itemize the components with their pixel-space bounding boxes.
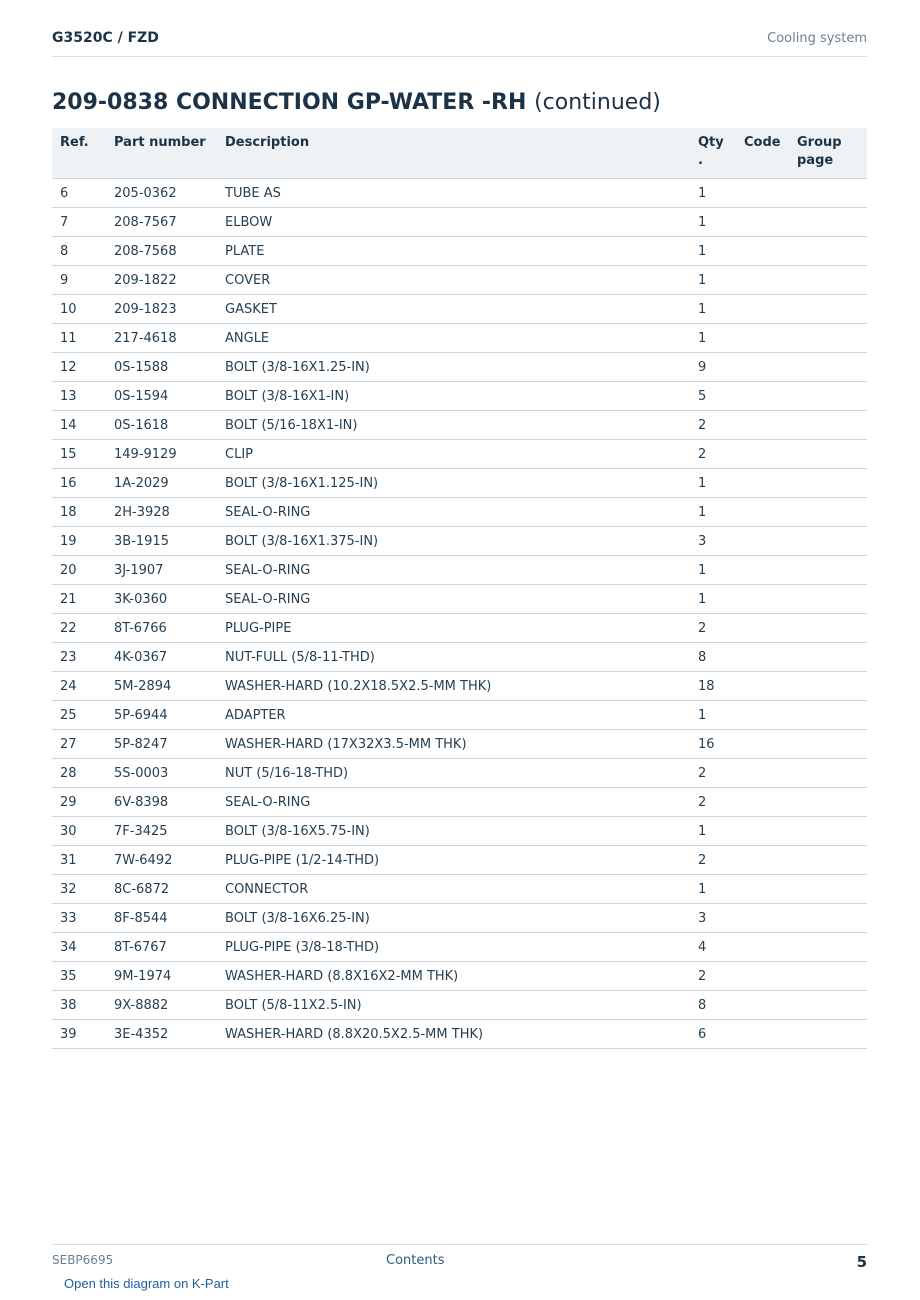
cell-part-number: 5P-6944	[106, 701, 217, 730]
cell-qty: 2	[690, 440, 736, 469]
cell-description: PLUG-PIPE (3/8-18-THD)	[217, 933, 690, 962]
cell-group-page	[789, 382, 867, 411]
cell-qty: 1	[690, 556, 736, 585]
cell-code	[736, 556, 789, 585]
cell-group-page	[789, 817, 867, 846]
page-footer	[52, 1244, 867, 1275]
page-header	[52, 28, 867, 57]
page-number: 5	[856, 1253, 867, 1271]
cell-code	[736, 962, 789, 991]
table-row	[52, 1020, 867, 1049]
table-row	[52, 962, 867, 991]
doc-id: SEBP6695	[52, 1253, 114, 1267]
cell-description: PLATE	[217, 237, 690, 266]
cell-qty: 1	[690, 179, 736, 208]
cell-group-page	[789, 991, 867, 1020]
cell-code	[736, 295, 789, 324]
cell-description: NUT-FULL (5/8-11-THD)	[217, 643, 690, 672]
cell-qty: 6	[690, 1020, 736, 1049]
cell-part-number: 8F-8544	[106, 904, 217, 933]
cell-ref: 10	[52, 295, 106, 324]
table-row	[52, 875, 867, 904]
col-header-qty: Qty .	[690, 128, 736, 179]
table-row	[52, 759, 867, 788]
cell-code	[736, 469, 789, 498]
cell-description: SEAL-O-RING	[217, 556, 690, 585]
cell-group-page	[789, 469, 867, 498]
cell-part-number: 5S-0003	[106, 759, 217, 788]
cell-group-page	[789, 759, 867, 788]
cell-code	[736, 672, 789, 701]
cell-description: TUBE AS	[217, 179, 690, 208]
table-row	[52, 904, 867, 933]
table-row	[52, 730, 867, 759]
cell-code	[736, 179, 789, 208]
cell-code	[736, 788, 789, 817]
cell-ref: 6	[52, 179, 106, 208]
cell-code	[736, 208, 789, 237]
cell-code	[736, 237, 789, 266]
cell-group-page	[789, 498, 867, 527]
cell-ref: 27	[52, 730, 106, 759]
col-header-code: Code	[736, 128, 789, 179]
cell-code	[736, 817, 789, 846]
cell-group-page	[789, 846, 867, 875]
cell-code	[736, 904, 789, 933]
cell-description: COVER	[217, 266, 690, 295]
table-row	[52, 817, 867, 846]
cell-ref: 29	[52, 788, 106, 817]
table-row	[52, 179, 867, 208]
cell-code	[736, 527, 789, 556]
table-row	[52, 788, 867, 817]
cell-description: WASHER-HARD (8.8X16X2-MM THK)	[217, 962, 690, 991]
table-row	[52, 295, 867, 324]
cell-qty: 2	[690, 962, 736, 991]
cell-code	[736, 411, 789, 440]
cell-ref: 18	[52, 498, 106, 527]
cell-group-page	[789, 556, 867, 585]
cell-qty: 1	[690, 875, 736, 904]
cell-description: PLUG-PIPE	[217, 614, 690, 643]
table-row	[52, 585, 867, 614]
cell-qty: 2	[690, 788, 736, 817]
cell-description: CONNECTOR	[217, 875, 690, 904]
cell-description: BOLT (3/8-16X1-IN)	[217, 382, 690, 411]
cell-group-page	[789, 266, 867, 295]
cell-description: BOLT (5/8-11X2.5-IN)	[217, 991, 690, 1020]
cell-code	[736, 643, 789, 672]
cell-code	[736, 324, 789, 353]
cell-ref: 30	[52, 817, 106, 846]
cell-ref: 34	[52, 933, 106, 962]
cell-qty: 4	[690, 933, 736, 962]
cell-code	[736, 759, 789, 788]
section-label: Cooling system	[767, 31, 867, 46]
cell-ref: 32	[52, 875, 106, 904]
cell-description: WASHER-HARD (8.8X20.5X2.5-MM THK)	[217, 1020, 690, 1049]
cell-qty: 18	[690, 672, 736, 701]
cell-part-number: 0S-1594	[106, 382, 217, 411]
parts-table	[52, 128, 867, 1049]
cell-code	[736, 614, 789, 643]
cell-part-number: 6V-8398	[106, 788, 217, 817]
cell-qty: 1	[690, 324, 736, 353]
cell-description: ADAPTER	[217, 701, 690, 730]
cell-group-page	[789, 875, 867, 904]
cell-part-number: 3J-1907	[106, 556, 217, 585]
cell-ref: 16	[52, 469, 106, 498]
open-kpart-link[interactable]: Open this diagram on K-Part	[64, 1276, 229, 1291]
cell-group-page	[789, 527, 867, 556]
cell-ref: 28	[52, 759, 106, 788]
table-row	[52, 469, 867, 498]
cell-part-number: 3B-1915	[106, 527, 217, 556]
cell-ref: 7	[52, 208, 106, 237]
table-row	[52, 991, 867, 1020]
cell-ref: 20	[52, 556, 106, 585]
cell-group-page	[789, 324, 867, 353]
cell-qty: 1	[690, 469, 736, 498]
cell-qty: 1	[690, 498, 736, 527]
cell-description: SEAL-O-RING	[217, 788, 690, 817]
cell-qty: 1	[690, 266, 736, 295]
cell-code	[736, 585, 789, 614]
cell-ref: 12	[52, 353, 106, 382]
cell-ref: 23	[52, 643, 106, 672]
table-row	[52, 643, 867, 672]
table-row	[52, 498, 867, 527]
cell-code	[736, 875, 789, 904]
table-row	[52, 701, 867, 730]
col-header-ref: Ref.	[52, 128, 106, 179]
cell-group-page	[789, 933, 867, 962]
cell-code	[736, 498, 789, 527]
cell-description: GASKET	[217, 295, 690, 324]
cell-qty: 2	[690, 614, 736, 643]
page-title	[52, 90, 661, 115]
cell-description: NUT (5/16-18-THD)	[217, 759, 690, 788]
parts-table-body	[52, 179, 867, 1049]
cell-description: ANGLE	[217, 324, 690, 353]
cell-ref: 39	[52, 1020, 106, 1049]
cell-qty: 2	[690, 846, 736, 875]
table-row	[52, 846, 867, 875]
cell-group-page	[789, 643, 867, 672]
cell-part-number: 8T-6767	[106, 933, 217, 962]
cell-qty: 1	[690, 817, 736, 846]
cell-group-page	[789, 179, 867, 208]
cell-part-number: 7W-6492	[106, 846, 217, 875]
cell-description: BOLT (3/8-16X1.125-IN)	[217, 469, 690, 498]
cell-qty: 1	[690, 295, 736, 324]
cell-ref: 24	[52, 672, 106, 701]
cell-qty: 1	[690, 208, 736, 237]
cell-description: WASHER-HARD (17X32X3.5-MM THK)	[217, 730, 690, 759]
cell-qty: 5	[690, 382, 736, 411]
contents-link[interactable]: Contents	[386, 1253, 445, 1268]
cell-code	[736, 730, 789, 759]
table-row	[52, 672, 867, 701]
cell-part-number: 7F-3425	[106, 817, 217, 846]
col-header-description: Description	[217, 128, 690, 179]
cell-ref: 13	[52, 382, 106, 411]
cell-group-page	[789, 1020, 867, 1049]
cell-ref: 22	[52, 614, 106, 643]
cell-code	[736, 440, 789, 469]
cell-qty: 9	[690, 353, 736, 382]
cell-qty: 3	[690, 904, 736, 933]
cell-code	[736, 1020, 789, 1049]
cell-part-number: 5M-2894	[106, 672, 217, 701]
cell-description: SEAL-O-RING	[217, 498, 690, 527]
cell-description: WASHER-HARD (10.2X18.5X2.5-MM THK)	[217, 672, 690, 701]
cell-ref: 9	[52, 266, 106, 295]
cell-code	[736, 846, 789, 875]
cell-group-page	[789, 672, 867, 701]
table-header-row	[52, 128, 867, 179]
cell-part-number: 2H-3928	[106, 498, 217, 527]
cell-qty: 8	[690, 991, 736, 1020]
cell-group-page	[789, 730, 867, 759]
cell-group-page	[789, 237, 867, 266]
cell-description: SEAL-O-RING	[217, 585, 690, 614]
table-row	[52, 440, 867, 469]
cell-part-number: 8C-6872	[106, 875, 217, 904]
cell-group-page	[789, 788, 867, 817]
title-main: 209-0838 CONNECTION GP-WATER -RH	[52, 90, 527, 115]
cell-group-page	[789, 585, 867, 614]
model-label: G3520C / FZD	[52, 30, 159, 46]
cell-part-number: 1A-2029	[106, 469, 217, 498]
cell-ref: 19	[52, 527, 106, 556]
cell-part-number: 208-7568	[106, 237, 217, 266]
cell-part-number: 3K-0360	[106, 585, 217, 614]
cell-part-number: 5P-8247	[106, 730, 217, 759]
table-row	[52, 208, 867, 237]
table-row	[52, 933, 867, 962]
cell-description: ELBOW	[217, 208, 690, 237]
table-row	[52, 353, 867, 382]
cell-group-page	[789, 295, 867, 324]
cell-ref: 35	[52, 962, 106, 991]
cell-part-number: 8T-6766	[106, 614, 217, 643]
cell-code	[736, 266, 789, 295]
cell-description: BOLT (5/16-18X1-IN)	[217, 411, 690, 440]
cell-part-number: 9X-8882	[106, 991, 217, 1020]
cell-description: BOLT (3/8-16X6.25-IN)	[217, 904, 690, 933]
cell-group-page	[789, 614, 867, 643]
cell-part-number: 9M-1974	[106, 962, 217, 991]
cell-part-number: 149-9129	[106, 440, 217, 469]
cell-description: CLIP	[217, 440, 690, 469]
cell-group-page	[789, 353, 867, 382]
table-row	[52, 266, 867, 295]
cell-description: BOLT (3/8-16X1.375-IN)	[217, 527, 690, 556]
cell-qty: 1	[690, 585, 736, 614]
cell-ref: 38	[52, 991, 106, 1020]
cell-code	[736, 701, 789, 730]
cell-group-page	[789, 411, 867, 440]
cell-qty: 1	[690, 701, 736, 730]
cell-part-number: 217-4618	[106, 324, 217, 353]
table-row	[52, 556, 867, 585]
cell-group-page	[789, 904, 867, 933]
cell-group-page	[789, 440, 867, 469]
cell-part-number: 0S-1588	[106, 353, 217, 382]
cell-description: PLUG-PIPE (1/2-14-THD)	[217, 846, 690, 875]
cell-part-number: 3E-4352	[106, 1020, 217, 1049]
cell-qty: 3	[690, 527, 736, 556]
cell-ref: 14	[52, 411, 106, 440]
table-row	[52, 527, 867, 556]
cell-ref: 31	[52, 846, 106, 875]
cell-part-number: 208-7567	[106, 208, 217, 237]
cell-part-number: 209-1823	[106, 295, 217, 324]
cell-ref: 8	[52, 237, 106, 266]
table-row	[52, 324, 867, 353]
cell-ref: 15	[52, 440, 106, 469]
cell-code	[736, 382, 789, 411]
cell-qty: 2	[690, 411, 736, 440]
cell-ref: 33	[52, 904, 106, 933]
cell-qty: 2	[690, 759, 736, 788]
cell-qty: 16	[690, 730, 736, 759]
cell-code	[736, 933, 789, 962]
cell-ref: 21	[52, 585, 106, 614]
cell-part-number: 0S-1618	[106, 411, 217, 440]
table-row	[52, 411, 867, 440]
cell-code	[736, 353, 789, 382]
cell-ref: 25	[52, 701, 106, 730]
cell-code	[736, 991, 789, 1020]
cell-description: BOLT (3/8-16X1.25-IN)	[217, 353, 690, 382]
title-suffix: (continued)	[534, 90, 661, 115]
cell-part-number: 209-1822	[106, 266, 217, 295]
cell-qty: 8	[690, 643, 736, 672]
col-header-part-number: Part number	[106, 128, 217, 179]
table-row	[52, 237, 867, 266]
table-row	[52, 382, 867, 411]
cell-group-page	[789, 208, 867, 237]
cell-group-page	[789, 962, 867, 991]
cell-part-number: 205-0362	[106, 179, 217, 208]
cell-part-number: 4K-0367	[106, 643, 217, 672]
cell-description: BOLT (3/8-16X5.75-IN)	[217, 817, 690, 846]
cell-qty: 1	[690, 237, 736, 266]
table-row	[52, 614, 867, 643]
cell-group-page	[789, 701, 867, 730]
col-header-group-page: Group page	[789, 128, 867, 179]
cell-ref: 11	[52, 324, 106, 353]
